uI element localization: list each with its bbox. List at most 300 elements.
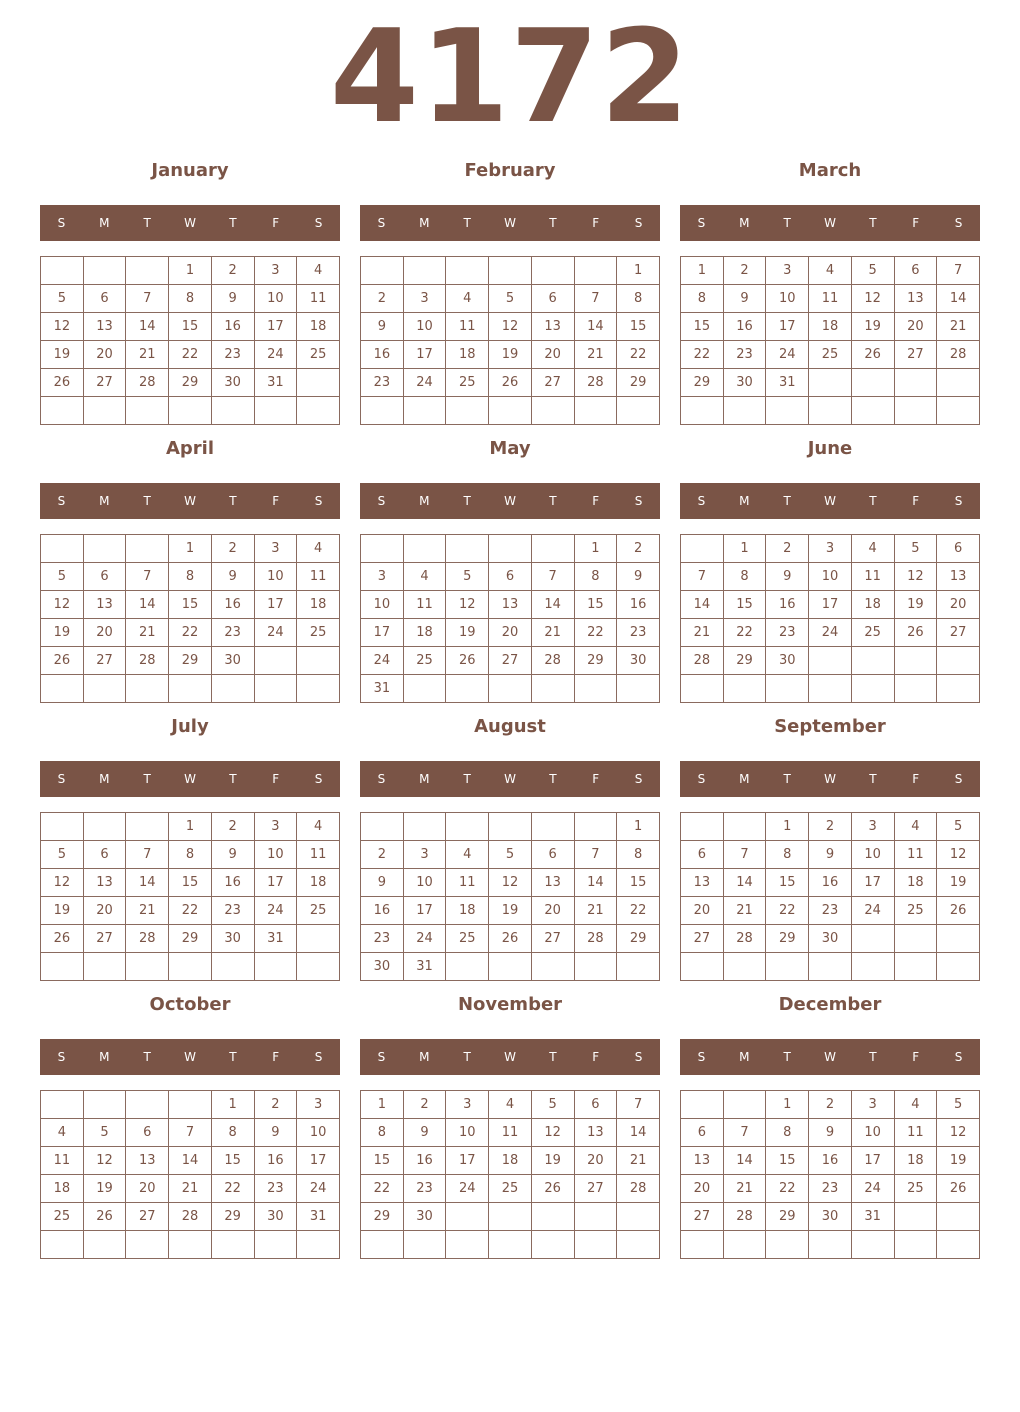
day-cell: 22 bbox=[574, 619, 617, 647]
day-cell: 20 bbox=[83, 341, 126, 369]
day-cell: 30 bbox=[403, 1203, 446, 1231]
week-row bbox=[41, 1175, 340, 1203]
day-cell: 25 bbox=[403, 647, 446, 675]
day-cell: 25 bbox=[489, 1175, 532, 1203]
day-cell: 11 bbox=[297, 285, 340, 313]
day-cell: 8 bbox=[617, 841, 660, 869]
weekday-label: M bbox=[419, 772, 430, 786]
day-cell: 13 bbox=[531, 313, 574, 341]
day-cell: 22 bbox=[617, 341, 660, 369]
day-cell: 11 bbox=[894, 841, 937, 869]
weekday-label: F bbox=[592, 494, 600, 508]
day-cell: 5 bbox=[41, 285, 84, 313]
week-row bbox=[41, 1147, 340, 1175]
month-name: March bbox=[798, 160, 862, 181]
day-cell: 5 bbox=[446, 563, 489, 591]
empty-cell bbox=[446, 257, 489, 285]
month-name: February bbox=[464, 160, 556, 181]
day-grid bbox=[680, 812, 980, 981]
day-cell: 13 bbox=[126, 1147, 169, 1175]
day-cell: 16 bbox=[809, 1147, 852, 1175]
day-cell: 24 bbox=[254, 341, 297, 369]
empty-cell bbox=[489, 397, 532, 425]
empty-cell bbox=[403, 1231, 446, 1259]
empty-cell bbox=[574, 1203, 617, 1231]
day-cell: 15 bbox=[617, 313, 660, 341]
empty-cell bbox=[681, 953, 724, 981]
day-cell: 9 bbox=[723, 285, 766, 313]
empty-cell bbox=[489, 1203, 532, 1231]
empty-cell bbox=[851, 369, 894, 397]
week-row bbox=[41, 535, 340, 563]
weekday-header bbox=[360, 1039, 660, 1075]
month-october bbox=[40, 994, 340, 1264]
day-cell: 19 bbox=[531, 1147, 574, 1175]
weekday-label: M bbox=[99, 772, 110, 786]
weekday-label: W bbox=[824, 772, 836, 786]
weekday-header bbox=[40, 205, 340, 241]
weekday-label: M bbox=[419, 494, 430, 508]
week-row bbox=[681, 257, 980, 285]
day-cell: 27 bbox=[574, 1175, 617, 1203]
day-cell: 23 bbox=[723, 341, 766, 369]
day-cell: 8 bbox=[169, 285, 212, 313]
day-cell: 18 bbox=[894, 869, 937, 897]
empty-cell bbox=[126, 675, 169, 703]
day-cell: 13 bbox=[937, 563, 980, 591]
week-row bbox=[361, 925, 660, 953]
day-cell: 24 bbox=[254, 619, 297, 647]
day-cell: 28 bbox=[126, 369, 169, 397]
day-cell: 14 bbox=[574, 869, 617, 897]
day-cell: 1 bbox=[211, 1091, 254, 1119]
weekday-label: F bbox=[912, 494, 920, 508]
empty-cell bbox=[446, 675, 489, 703]
week-row bbox=[41, 369, 340, 397]
weekday-label: T bbox=[869, 216, 877, 230]
month-name: October bbox=[149, 994, 231, 1015]
day-cell: 8 bbox=[766, 1119, 809, 1147]
weekday-label: W bbox=[184, 772, 196, 786]
empty-cell bbox=[41, 1231, 84, 1259]
empty-cell bbox=[169, 397, 212, 425]
day-cell: 27 bbox=[531, 369, 574, 397]
weekday-label: W bbox=[824, 1050, 836, 1064]
day-cell: 6 bbox=[681, 841, 724, 869]
day-cell: 27 bbox=[681, 925, 724, 953]
day-cell: 19 bbox=[41, 619, 84, 647]
weekday-label: T bbox=[143, 494, 151, 508]
day-cell: 26 bbox=[41, 647, 84, 675]
empty-cell bbox=[297, 925, 340, 953]
day-cell: 13 bbox=[83, 313, 126, 341]
empty-cell bbox=[126, 397, 169, 425]
day-cell: 4 bbox=[894, 1091, 937, 1119]
week-row bbox=[41, 1091, 340, 1119]
month-name: November bbox=[457, 994, 563, 1015]
empty-cell bbox=[681, 1231, 724, 1259]
day-cell: 15 bbox=[169, 313, 212, 341]
empty-cell bbox=[894, 925, 937, 953]
empty-cell bbox=[403, 813, 446, 841]
month-december bbox=[680, 994, 980, 1264]
day-cell: 22 bbox=[169, 897, 212, 925]
day-cell: 21 bbox=[681, 619, 724, 647]
day-cell: 28 bbox=[723, 1203, 766, 1231]
day-cell: 5 bbox=[83, 1119, 126, 1147]
day-cell: 28 bbox=[723, 925, 766, 953]
week-row bbox=[681, 535, 980, 563]
day-cell: 15 bbox=[681, 313, 724, 341]
week-row bbox=[361, 591, 660, 619]
weekday-label: M bbox=[739, 494, 750, 508]
empty-cell bbox=[83, 675, 126, 703]
week-row bbox=[361, 813, 660, 841]
day-cell: 21 bbox=[937, 313, 980, 341]
empty-cell bbox=[723, 1091, 766, 1119]
day-cell: 12 bbox=[489, 869, 532, 897]
day-cell: 15 bbox=[723, 591, 766, 619]
week-row bbox=[361, 897, 660, 925]
day-cell: 18 bbox=[403, 619, 446, 647]
empty-cell bbox=[617, 953, 660, 981]
day-cell: 12 bbox=[446, 591, 489, 619]
day-cell: 27 bbox=[489, 647, 532, 675]
day-cell: 17 bbox=[851, 869, 894, 897]
day-cell: 13 bbox=[489, 591, 532, 619]
day-cell: 16 bbox=[809, 869, 852, 897]
day-cell: 19 bbox=[937, 1147, 980, 1175]
week-row bbox=[361, 1231, 660, 1259]
week-row bbox=[681, 813, 980, 841]
empty-cell bbox=[361, 1231, 404, 1259]
day-cell: 2 bbox=[809, 813, 852, 841]
month-name: January bbox=[151, 160, 229, 181]
day-cell: 31 bbox=[361, 675, 404, 703]
weekday-label: S bbox=[697, 494, 706, 508]
month-january bbox=[40, 160, 340, 430]
weekday-label: M bbox=[739, 1050, 750, 1064]
day-cell: 6 bbox=[574, 1091, 617, 1119]
day-cell: 4 bbox=[41, 1119, 84, 1147]
weekday-label: T bbox=[463, 494, 471, 508]
month-september bbox=[680, 716, 980, 986]
week-row bbox=[361, 535, 660, 563]
weekday-label: F bbox=[912, 1050, 920, 1064]
day-cell: 16 bbox=[723, 313, 766, 341]
day-cell: 25 bbox=[446, 925, 489, 953]
day-cell: 9 bbox=[403, 1119, 446, 1147]
day-cell: 21 bbox=[617, 1147, 660, 1175]
week-row bbox=[681, 563, 980, 591]
day-cell: 14 bbox=[723, 869, 766, 897]
day-cell: 20 bbox=[126, 1175, 169, 1203]
day-cell: 1 bbox=[574, 535, 617, 563]
week-row bbox=[361, 869, 660, 897]
empty-cell bbox=[41, 813, 84, 841]
month-name: July bbox=[171, 716, 209, 737]
day-cell: 5 bbox=[937, 1091, 980, 1119]
day-cell: 26 bbox=[531, 1175, 574, 1203]
day-cell: 20 bbox=[937, 591, 980, 619]
empty-cell bbox=[894, 1203, 937, 1231]
week-row bbox=[41, 841, 340, 869]
weekday-label: T bbox=[143, 1050, 151, 1064]
day-cell: 21 bbox=[126, 897, 169, 925]
day-cell: 9 bbox=[809, 1119, 852, 1147]
day-cell: 24 bbox=[809, 619, 852, 647]
empty-cell bbox=[574, 257, 617, 285]
day-cell: 9 bbox=[211, 841, 254, 869]
day-cell: 10 bbox=[254, 285, 297, 313]
day-cell: 30 bbox=[211, 369, 254, 397]
empty-cell bbox=[531, 813, 574, 841]
week-row bbox=[41, 1203, 340, 1231]
empty-cell bbox=[617, 675, 660, 703]
week-row bbox=[41, 591, 340, 619]
day-cell: 10 bbox=[446, 1119, 489, 1147]
day-cell: 11 bbox=[446, 313, 489, 341]
week-row bbox=[361, 313, 660, 341]
empty-cell bbox=[851, 925, 894, 953]
day-cell: 12 bbox=[937, 841, 980, 869]
day-cell: 24 bbox=[446, 1175, 489, 1203]
weekday-label: S bbox=[314, 1050, 323, 1064]
day-cell: 11 bbox=[809, 285, 852, 313]
day-cell: 9 bbox=[766, 563, 809, 591]
day-cell: 9 bbox=[617, 563, 660, 591]
day-cell: 9 bbox=[211, 563, 254, 591]
day-cell: 7 bbox=[574, 841, 617, 869]
day-cell: 2 bbox=[809, 1091, 852, 1119]
day-cell: 6 bbox=[894, 257, 937, 285]
day-cell: 22 bbox=[766, 1175, 809, 1203]
week-row bbox=[361, 647, 660, 675]
empty-cell bbox=[297, 953, 340, 981]
week-row bbox=[41, 925, 340, 953]
day-cell: 27 bbox=[531, 925, 574, 953]
empty-cell bbox=[809, 1231, 852, 1259]
week-row bbox=[41, 563, 340, 591]
day-cell: 14 bbox=[126, 869, 169, 897]
day-cell: 23 bbox=[361, 925, 404, 953]
day-cell: 10 bbox=[254, 563, 297, 591]
day-cell: 22 bbox=[723, 619, 766, 647]
empty-cell bbox=[851, 953, 894, 981]
day-cell: 4 bbox=[809, 257, 852, 285]
day-cell: 28 bbox=[169, 1203, 212, 1231]
day-cell: 29 bbox=[169, 647, 212, 675]
empty-cell bbox=[531, 397, 574, 425]
day-cell: 25 bbox=[297, 619, 340, 647]
weekday-label: S bbox=[377, 772, 386, 786]
week-row bbox=[681, 397, 980, 425]
day-cell: 28 bbox=[531, 647, 574, 675]
week-row bbox=[41, 953, 340, 981]
week-row bbox=[361, 1147, 660, 1175]
day-cell: 21 bbox=[126, 619, 169, 647]
empty-cell bbox=[809, 397, 852, 425]
empty-cell bbox=[41, 1091, 84, 1119]
empty-cell bbox=[617, 1231, 660, 1259]
day-cell: 6 bbox=[681, 1119, 724, 1147]
empty-cell bbox=[41, 675, 84, 703]
weekday-label: T bbox=[463, 1050, 471, 1064]
weekday-label: M bbox=[739, 216, 750, 230]
empty-cell bbox=[531, 953, 574, 981]
day-cell: 11 bbox=[894, 1119, 937, 1147]
day-cell: 29 bbox=[723, 647, 766, 675]
weekday-label: F bbox=[592, 772, 600, 786]
day-cell: 19 bbox=[851, 313, 894, 341]
week-row bbox=[361, 257, 660, 285]
empty-cell bbox=[446, 397, 489, 425]
weekday-label: S bbox=[954, 772, 963, 786]
day-cell: 1 bbox=[169, 535, 212, 563]
empty-cell bbox=[574, 813, 617, 841]
day-grid bbox=[360, 534, 660, 703]
day-cell: 3 bbox=[851, 1091, 894, 1119]
weekday-label: M bbox=[99, 1050, 110, 1064]
weekday-label: F bbox=[272, 216, 280, 230]
weekday-label: W bbox=[184, 494, 196, 508]
day-cell: 26 bbox=[41, 925, 84, 953]
weekday-label: M bbox=[99, 494, 110, 508]
empty-cell bbox=[446, 813, 489, 841]
day-cell: 9 bbox=[361, 869, 404, 897]
empty-cell bbox=[851, 397, 894, 425]
empty-cell bbox=[126, 813, 169, 841]
day-cell: 29 bbox=[766, 925, 809, 953]
day-cell: 3 bbox=[361, 563, 404, 591]
weekday-label: T bbox=[143, 216, 151, 230]
empty-cell bbox=[297, 1231, 340, 1259]
day-cell: 8 bbox=[361, 1119, 404, 1147]
empty-cell bbox=[361, 535, 404, 563]
day-cell: 20 bbox=[489, 619, 532, 647]
day-cell: 17 bbox=[254, 869, 297, 897]
month-june bbox=[680, 438, 980, 708]
weekday-header bbox=[680, 761, 980, 797]
weekday-label: S bbox=[954, 216, 963, 230]
day-cell: 28 bbox=[126, 647, 169, 675]
week-row bbox=[41, 675, 340, 703]
day-cell: 30 bbox=[361, 953, 404, 981]
day-cell: 20 bbox=[681, 897, 724, 925]
day-cell: 3 bbox=[297, 1091, 340, 1119]
week-row bbox=[681, 619, 980, 647]
empty-cell bbox=[681, 1091, 724, 1119]
weekday-label: T bbox=[549, 772, 557, 786]
empty-cell bbox=[254, 675, 297, 703]
empty-cell bbox=[489, 257, 532, 285]
day-cell: 22 bbox=[169, 619, 212, 647]
day-cell: 5 bbox=[531, 1091, 574, 1119]
day-cell: 21 bbox=[169, 1175, 212, 1203]
day-cell: 1 bbox=[617, 257, 660, 285]
day-cell: 13 bbox=[574, 1119, 617, 1147]
day-cell: 30 bbox=[617, 647, 660, 675]
week-row bbox=[681, 841, 980, 869]
empty-cell bbox=[574, 1231, 617, 1259]
day-cell: 12 bbox=[531, 1119, 574, 1147]
week-row bbox=[361, 563, 660, 591]
day-cell: 30 bbox=[254, 1203, 297, 1231]
day-cell: 6 bbox=[531, 285, 574, 313]
day-cell: 26 bbox=[489, 369, 532, 397]
day-cell: 13 bbox=[83, 591, 126, 619]
empty-cell bbox=[126, 1091, 169, 1119]
day-cell: 28 bbox=[617, 1175, 660, 1203]
day-cell: 11 bbox=[403, 591, 446, 619]
weekday-label: S bbox=[634, 1050, 643, 1064]
weekday-label: M bbox=[419, 1050, 430, 1064]
empty-cell bbox=[723, 675, 766, 703]
day-cell: 9 bbox=[211, 285, 254, 313]
week-row bbox=[681, 925, 980, 953]
day-cell: 27 bbox=[83, 369, 126, 397]
day-cell: 4 bbox=[851, 535, 894, 563]
day-cell: 10 bbox=[851, 1119, 894, 1147]
empty-cell bbox=[851, 675, 894, 703]
day-cell: 26 bbox=[489, 925, 532, 953]
empty-cell bbox=[446, 1231, 489, 1259]
day-cell: 14 bbox=[574, 313, 617, 341]
empty-cell bbox=[211, 953, 254, 981]
empty-cell bbox=[361, 813, 404, 841]
day-cell: 28 bbox=[937, 341, 980, 369]
empty-cell bbox=[574, 397, 617, 425]
empty-cell bbox=[894, 397, 937, 425]
weekday-label: M bbox=[419, 216, 430, 230]
day-cell: 23 bbox=[361, 369, 404, 397]
day-cell: 21 bbox=[126, 341, 169, 369]
weekday-label: M bbox=[99, 216, 110, 230]
weekday-label: T bbox=[463, 216, 471, 230]
day-cell: 29 bbox=[617, 925, 660, 953]
empty-cell bbox=[894, 675, 937, 703]
day-cell: 24 bbox=[254, 897, 297, 925]
weekday-header bbox=[680, 1039, 980, 1075]
day-cell: 14 bbox=[681, 591, 724, 619]
day-cell: 10 bbox=[361, 591, 404, 619]
day-cell: 19 bbox=[446, 619, 489, 647]
day-cell: 9 bbox=[809, 841, 852, 869]
day-cell: 24 bbox=[851, 1175, 894, 1203]
weekday-label: W bbox=[504, 772, 516, 786]
day-cell: 10 bbox=[766, 285, 809, 313]
day-cell: 7 bbox=[723, 1119, 766, 1147]
empty-cell bbox=[531, 257, 574, 285]
day-cell: 29 bbox=[169, 925, 212, 953]
day-cell: 21 bbox=[723, 897, 766, 925]
weekday-label: T bbox=[869, 772, 877, 786]
month-name: June bbox=[807, 438, 853, 459]
day-cell: 17 bbox=[446, 1147, 489, 1175]
week-row bbox=[41, 1119, 340, 1147]
empty-cell bbox=[211, 675, 254, 703]
day-cell: 26 bbox=[41, 369, 84, 397]
empty-cell bbox=[489, 813, 532, 841]
empty-cell bbox=[446, 535, 489, 563]
day-cell: 31 bbox=[297, 1203, 340, 1231]
day-cell: 5 bbox=[894, 535, 937, 563]
day-cell: 19 bbox=[83, 1175, 126, 1203]
day-cell: 2 bbox=[403, 1091, 446, 1119]
day-cell: 4 bbox=[894, 813, 937, 841]
day-grid bbox=[360, 812, 660, 981]
day-cell: 1 bbox=[766, 813, 809, 841]
